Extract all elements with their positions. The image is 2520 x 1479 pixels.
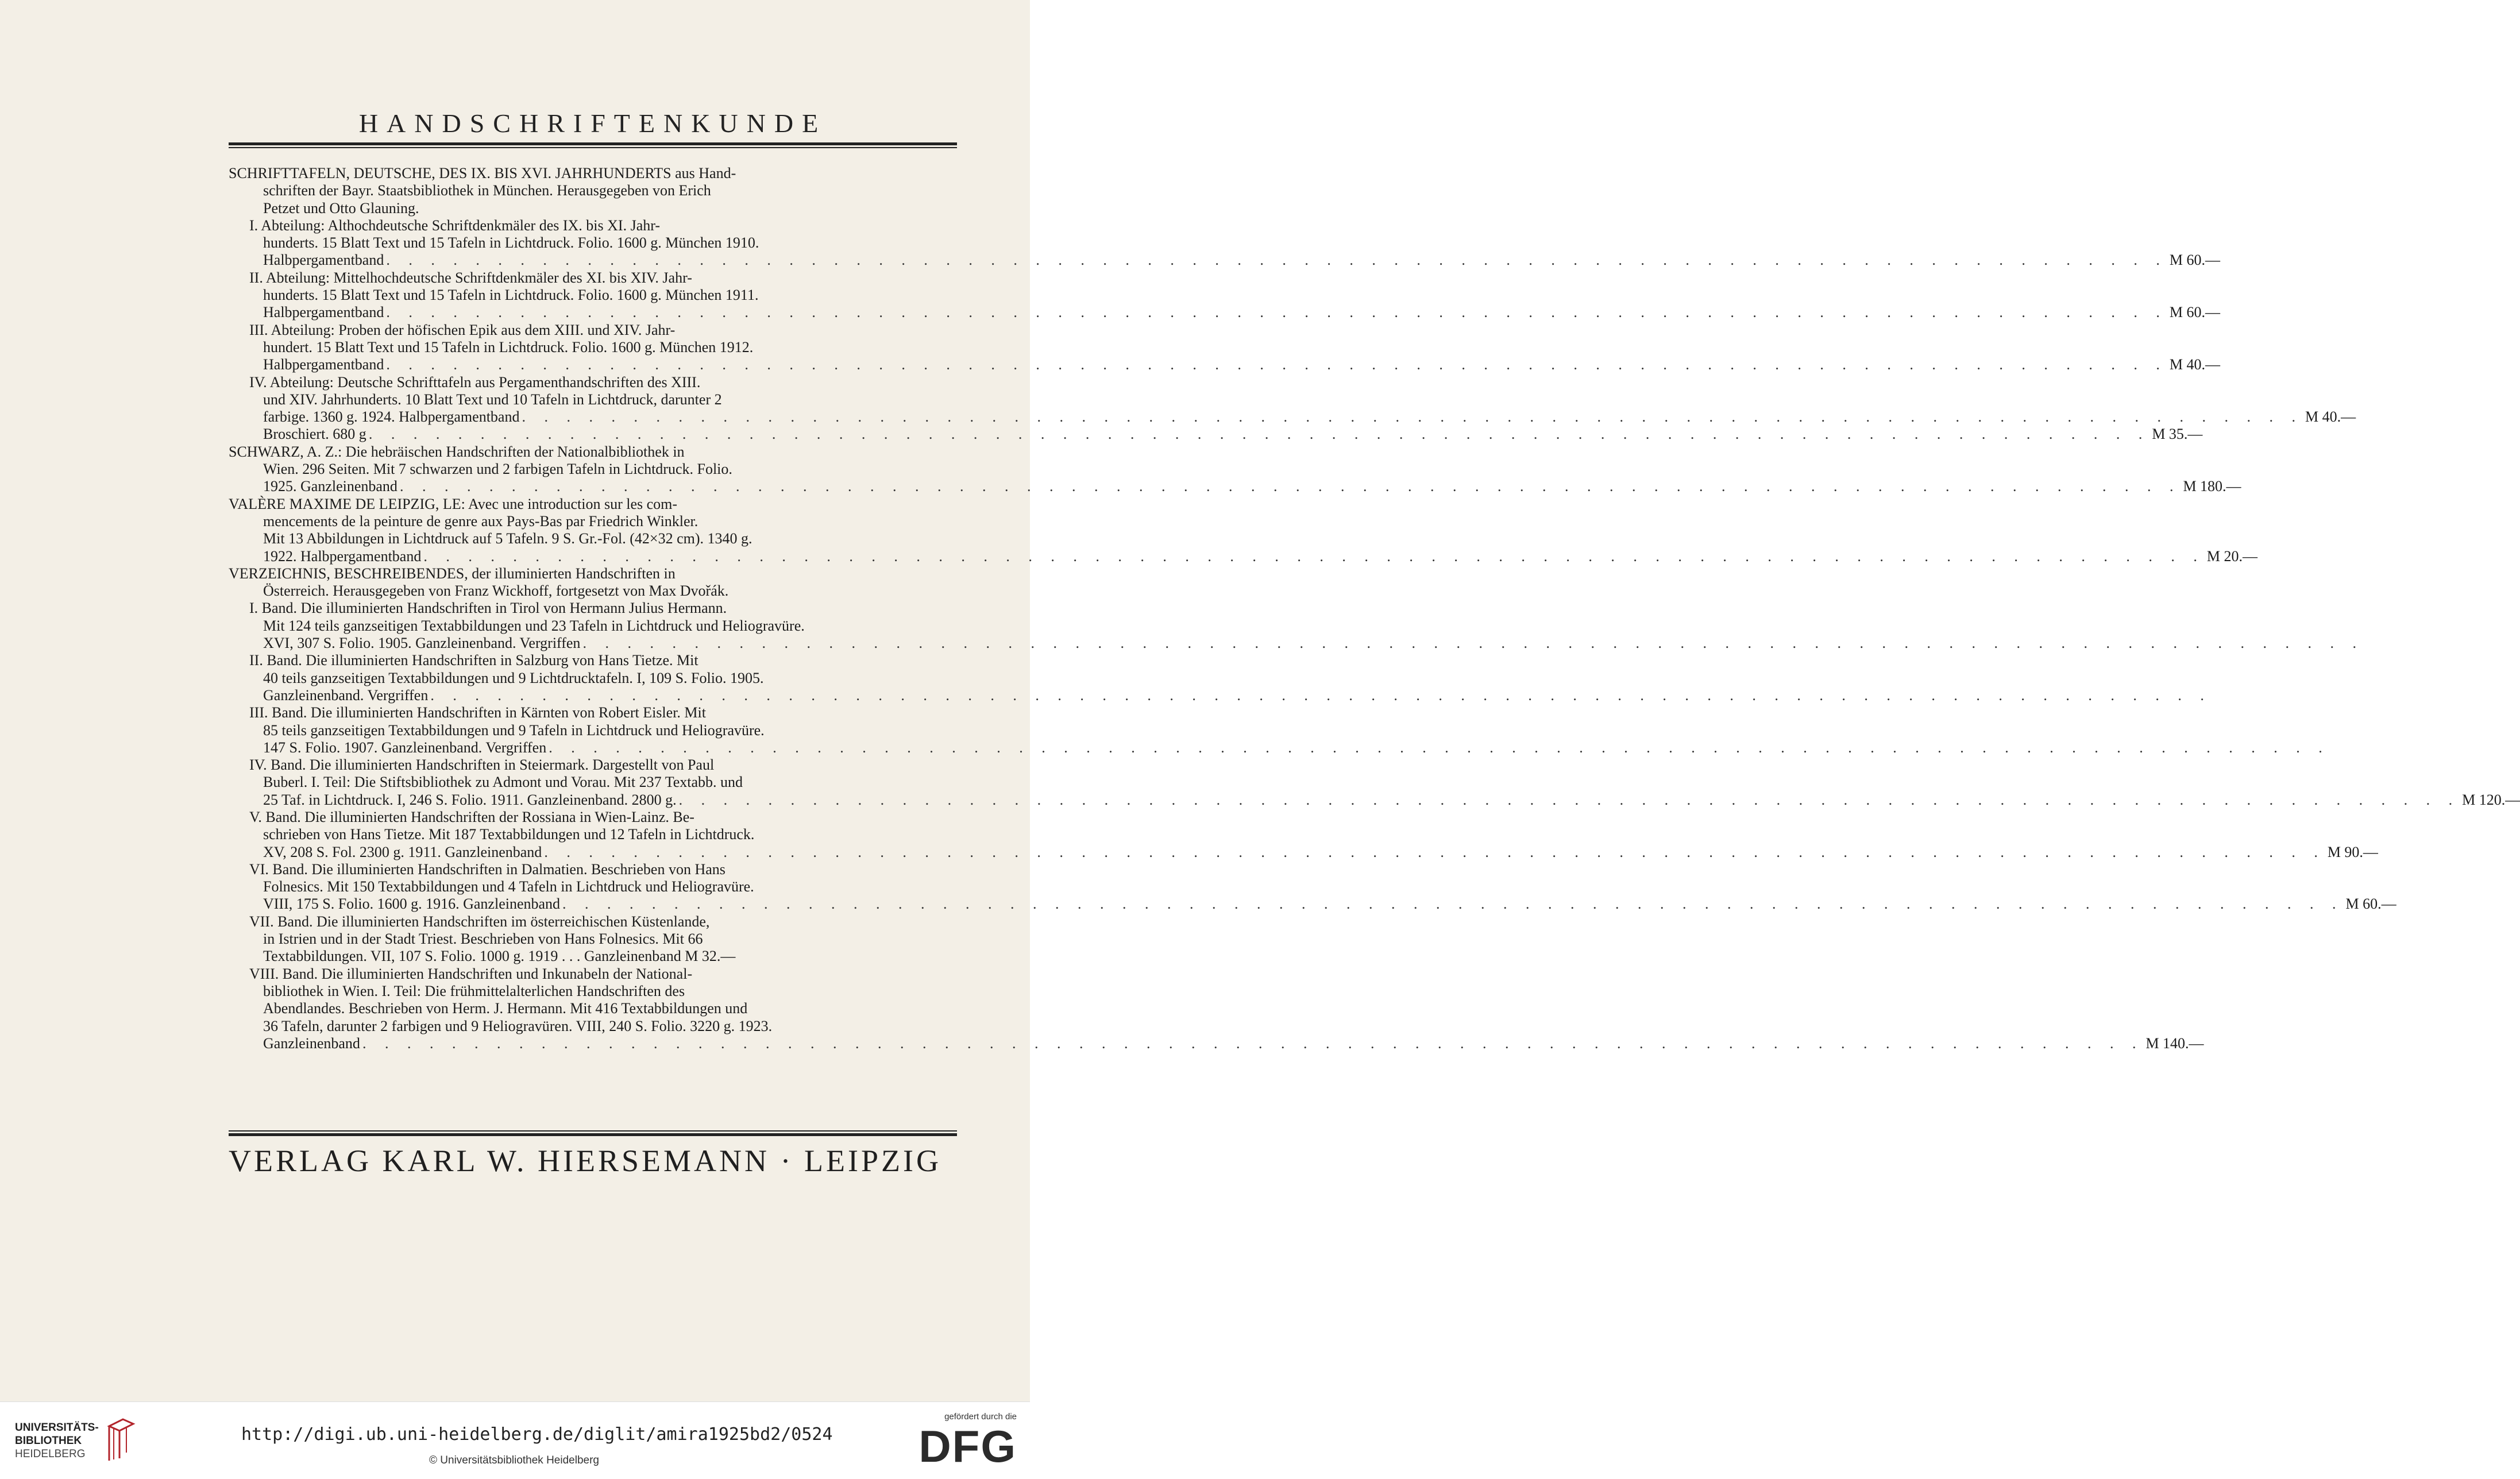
catalog-line-text: VIII, 175 S. Folio. 1600 g. 1916. Ganzleinenband	[263, 895, 561, 913]
catalog-price: M 60.—	[2169, 304, 2220, 321]
catalog-line	[229, 252, 2220, 269]
catalog-line	[229, 200, 957, 217]
catalog-line	[229, 565, 957, 582]
catalog-line	[229, 635, 2364, 652]
catalog-line-text: SCHRIFTTAFELN, DEUTSCHE, DES IX. BIS XVI. JAHRHUNDERTS aus Hand-	[229, 165, 736, 182]
catalog-line	[229, 322, 957, 339]
catalog-line-text: Petzet und Otto Glauning.	[263, 199, 419, 217]
top-rule-thin	[229, 147, 957, 148]
library-name-line2: BIBLIOTHEK	[15, 1434, 82, 1447]
catalog-line	[229, 948, 957, 965]
dot-leader: . . . . . . . . . . . . . . . . . . . . . . . . . . . . . . . . . . . . . . . . . . . . . . . . . . . . . . . . . . . . . . . . . . . . . . . . . . . . . . . .	[678, 791, 2460, 808]
dot-leader: . . . . . . . . . . . . . . . . . . . . . . . . . . . . . . . . . . . . . . . . . . . . . . . . . . . . . . . . . . . . . . . . . . . . . . . . . . . . . . . .	[544, 843, 2325, 860]
catalog-line-text: und XIV. Jahrhunderts. 10 Blatt Text und 10 Tafeln in Lichtdruck, darunter 2	[263, 391, 722, 408]
bottom-rule-thin	[229, 1130, 957, 1132]
catalog-line	[229, 182, 957, 199]
catalog-line-text: II. Abteilung: Mittelhochdeutsche Schriftdenkmäler des XI. bis XIV. Jahr-	[249, 269, 692, 286]
catalog-line-text: Folnesics. Mit 150 Textabbildungen und 4 Tafeln in Lichtdruck und Heliogravüre.	[263, 878, 754, 895]
catalog-line	[229, 930, 957, 948]
catalog-price: M 40.—	[2169, 356, 2220, 373]
publisher-imprint: VERLAG KARL W. HIERSEMANN · LEIPZIG	[229, 1144, 941, 1178]
catalog-line-text: 36 Tafeln, darunter 2 farbigen und 9 Heliogravüren. VIII, 240 S. Folio. 3220 g. 1923.	[263, 1017, 773, 1034]
catalog-line-text: III. Band. Die illuminierten Handschriften in Kärnten von Robert Eisler. Mit	[249, 704, 706, 721]
catalog-line	[229, 165, 957, 182]
catalog-line-text: Mit 124 teils ganzseitigen Textabbildungen und 23 Tafeln in Lichtdruck und Heliogravüre.	[263, 617, 805, 634]
catalog-line	[229, 530, 957, 547]
catalog-line	[229, 774, 957, 791]
catalog-line	[229, 1018, 957, 1035]
catalog-price: M 180.—	[2183, 478, 2241, 495]
catalog-price: M 120.—	[2462, 791, 2520, 808]
catalog-line	[229, 234, 957, 252]
catalog-line	[229, 617, 957, 635]
catalog-line-text: Halbpergamentband	[263, 304, 384, 321]
catalog-line-text: Buberl. I. Teil: Die Stiftsbibliothek zu Admont und Vorau. Mit 237 Textabb. und	[263, 774, 743, 791]
library-name	[15, 1421, 99, 1461]
catalog-line	[229, 547, 2257, 565]
catalog-line	[229, 1034, 2204, 1052]
catalog-line	[229, 704, 957, 721]
catalog-line	[229, 408, 2356, 426]
dfg-funding-logo[interactable]	[913, 1412, 1017, 1475]
catalog-line-text: I. Abteilung: Althochdeutsche Schriftdenkmäler des IX. bis XI. Jahr-	[249, 217, 661, 234]
catalog-line	[229, 670, 957, 687]
catalog-line	[229, 391, 957, 408]
catalog-line	[229, 826, 957, 843]
page-heading: HANDSCHRIFTENKUNDE	[358, 109, 827, 138]
dot-leader: . . . . . . . . . . . . . . . . . . . . . . . . . . . . . . . . . . . . . . . . . . . . . . . . . . . . . . . . . . . . . . . . . . . . . . . . . . . . . . . .	[423, 547, 2205, 565]
library-name-line1: UNIVERSITÄTS-	[15, 1421, 99, 1434]
catalog-line-text: XV, 208 S. Fol. 2300 g. 1911. Ganzleinenband	[263, 843, 542, 860]
catalog-line-text: hunderts. 15 Blatt Text und 15 Tafeln in Lichtdruck. Folio. 1600 g. München 1910.	[263, 234, 759, 252]
dot-leader: . . . . . . . . . . . . . . . . . . . . . . . . . . . . . . . . . . . . . . . . . . . . . . . . . . . . . . . . . . . . . . . . . . . . . . . . . . . . . . . .	[386, 304, 2167, 321]
dot-leader: . . . . . . . . . . . . . . . . . . . . . . . . . . . . . . . . . . . . . . . . . . . . . . . . . . . . . . . . . . . . . . . . . . . . . . . . . . . . . . . .	[549, 739, 2330, 756]
copyright-notice: © Universitätsbibliothek Heidelberg	[429, 1454, 599, 1466]
library-logo[interactable]	[15, 1412, 147, 1469]
catalog-line-text: VIII. Band. Die illuminierten Handschriften und Inkunabeln der National-	[249, 965, 693, 982]
catalog-line-text: schrieben von Hans Tietze. Mit 187 Textabbildungen und 12 Tafeln in Lichtdruck.	[263, 826, 755, 843]
catalog-line	[229, 756, 957, 774]
dfg-funding-note: gefördert durch die	[944, 1412, 1017, 1422]
catalog-line	[229, 269, 957, 287]
page-url-link[interactable]: http://digi.ub.uni-heidelberg.de/diglit/amira1925bd2/0524	[241, 1424, 833, 1445]
dot-leader: . . . . . . . . . . . . . . . . . . . . . . . . . . . . . . . . . . . . . . . . . . . . . . . . . . . . . . . . . . . . . . . . . . . . . . . . . . . . . . . .	[399, 478, 2181, 495]
catalog-line-text: VALÈRE MAXIME DE LEIPZIG, LE: Avec une introduction sur les com-	[229, 495, 678, 512]
catalog-price: M 140.—	[2145, 1034, 2204, 1052]
catalog-line	[229, 356, 2220, 373]
catalog-line-text: SCHWARZ, A. Z.: Die hebräischen Handschriften der Nationalbibliothek in	[229, 443, 685, 460]
catalog-line-text: Ganzleinenband	[263, 1034, 360, 1052]
catalog-line	[229, 983, 957, 1000]
catalog-price: M 90.—	[2327, 843, 2378, 860]
catalog-line-text: Österreich. Herausgegeben von Franz Wickhoff, fortgesetzt von Max Dvořák.	[263, 582, 729, 600]
catalog-line	[229, 600, 957, 617]
catalog-line-text: 40 teils ganzseitigen Textabbildungen und 9 Lichtdrucktafeln. I, 109 S. Folio. 1905.	[263, 669, 764, 686]
dot-leader: . . . . . . . . . . . . . . . . . . . . . . . . . . . . . . . . . . . . . . . . . . . . . . . . . . . . . . . . . . . . . . . . . . . . . . . . . . . . . . . .	[430, 686, 2212, 704]
catalog-line-text: mencements de la peinture de genre aux Pays-Bas par Friedrich Winkler.	[263, 512, 699, 530]
catalog-line-text: I. Band. Die illuminierten Handschriften in Tirol von Hermann Julius Hermann.	[249, 600, 727, 617]
catalog-price: M 60.—	[2345, 895, 2396, 913]
catalog-line-text: hunderts. 15 Blatt Text und 15 Tafeln in Lichtdruck. Folio. 1600 g. München 1911.	[263, 287, 759, 304]
catalog-line-text: farbige. 1360 g. 1924. Halbpergamentband	[263, 408, 520, 426]
catalog-line	[229, 686, 2212, 704]
catalog-line-text: VI. Band. Die illuminierten Handschriften in Dalmatien. Beschrieben von Hans	[249, 860, 725, 878]
catalog-line-text: II. Band. Die illuminierten Handschriften in Salzburg von Hans Tietze. Mit	[249, 652, 699, 669]
catalog-line-text: hundert. 15 Blatt Text und 15 Tafeln in Lichtdruck. Folio. 1600 g. München 1912.	[263, 338, 754, 356]
catalog-line-text: VII. Band. Die illuminierten Handschriften im österreichischen Küstenlande,	[249, 913, 710, 930]
catalog-line	[229, 843, 2378, 861]
dot-leader: . . . . . . . . . . . . . . . . . . . . . . . . . . . . . . . . . . . . . . . . . . . . . . . . . . . . . . . . . . . . . . . . . . . . . . . . . . . . . . . .	[368, 426, 2150, 443]
catalog-price: M 40.—	[2305, 408, 2356, 426]
dot-leader: . . . . . . . . . . . . . . . . . . . . . . . . . . . . . . . . . . . . . . . . . . . . . . . . . . . . . . . . . . . . . . . . . . . . . . . . . . . . . . . .	[562, 895, 2344, 913]
catalog-line-text: Mit 13 Abbildungen in Lichtdruck auf 5 Tafeln. 9 S. Gr.-Fol. (42×32 cm). 1340 g.	[263, 530, 752, 547]
dot-leader: . . . . . . . . . . . . . . . . . . . . . . . . . . . . . . . . . . . . . . . . . . . . . . . . . . . . . . . . . . . . . . . . . . . . . . . . . . . . . . . .	[362, 1034, 2144, 1052]
dot-leader: . . . . . . . . . . . . . . . . . . . . . . . . . . . . . . . . . . . . . . . . . . . . . . . . . . . . . . . . . . . . . . . . . . . . . . . . . . . . . . . .	[582, 635, 2364, 652]
catalog-line-text: 147 S. Folio. 1907. Ganzleinenband. Vergriffen	[263, 739, 547, 756]
library-emblem-icon	[106, 1418, 137, 1463]
catalog-line-text: bibliothek in Wien. I. Teil: Die frühmittelalterlichen Handschriften des	[263, 982, 685, 999]
dot-leader: . . . . . . . . . . . . . . . . . . . . . . . . . . . . . . . . . . . . . . . . . . . . . . . . . . . . . . . . . . . . . . . . . . . . . . . . . . . . . . . .	[386, 252, 2167, 269]
catalog-line-text: Halbpergamentband	[263, 356, 384, 373]
catalog-entries	[229, 165, 2520, 1052]
catalog-line-text: Halbpergamentband	[263, 252, 384, 269]
catalog-line	[229, 217, 957, 234]
catalog-line	[229, 339, 957, 356]
catalog-line	[229, 426, 2203, 443]
dot-leader: . . . . . . . . . . . . . . . . . . . . . . . . . . . . . . . . . . . . . . . . . . . . . . . . . . . . . . . . . . . . . . . . . . . . . . . . . . . . . . . .	[522, 408, 2303, 426]
bottom-rule-thick	[229, 1133, 957, 1136]
catalog-line-text: Broschiert. 680 g	[263, 426, 366, 443]
catalog-line-text: Textabbildungen. VII, 107 S. Folio. 1000 g. 1919 . . . Ganzleinenband M 32.—	[263, 948, 736, 965]
catalog-line	[229, 913, 957, 930]
catalog-price: M 35.—	[2152, 426, 2203, 443]
catalog-line-text: IV. Abteilung: Deutsche Schrifttafeln aus Pergamenthandschriften des XIII.	[249, 373, 701, 391]
library-name-line3: HEIDELBERG	[15, 1447, 86, 1460]
catalog-line	[229, 478, 2241, 495]
catalog-price: M 60.—	[2169, 252, 2220, 269]
catalog-line	[229, 582, 957, 600]
catalog-line	[229, 374, 957, 391]
top-rule-thick	[229, 142, 957, 145]
catalog-line-text: Wien. 296 Seiten. Mit 7 schwarzen und 2 farbigen Tafeln in Lichtdruck. Folio.	[263, 461, 732, 478]
catalog-line-text: V. Band. Die illuminierten Handschriften der Rossiana in Wien-Lainz. Be-	[249, 808, 694, 825]
catalog-line-text: 25 Taf. in Lichtdruck. I, 246 S. Folio. 1911. Ganzleinenband. 2800 g.	[263, 791, 677, 808]
catalog-line-text: in Istrien und in der Stadt Triest. Beschrieben von Hans Folnesics. Mit 66	[263, 930, 703, 948]
catalog-line	[229, 861, 957, 878]
dfg-logo-text: DFG	[919, 1421, 1017, 1472]
catalog-line-text: III. Abteilung: Proben der höfischen Epik aus dem XIII. und XIV. Jahr-	[249, 321, 676, 338]
catalog-line	[229, 443, 957, 461]
catalog-line	[229, 809, 957, 826]
catalog-line-text: Ganzleinenband. Vergriffen	[263, 686, 429, 704]
catalog-line	[229, 739, 2330, 756]
dot-leader: . . . . . . . . . . . . . . . . . . . . . . . . . . . . . . . . . . . . . . . . . . . . . . . . . . . . . . . . . . . . . . . . . . . . . . . . . . . . . . . .	[386, 356, 2167, 373]
catalog-line	[229, 895, 2396, 913]
catalog-line	[229, 496, 957, 513]
catalog-line	[229, 513, 957, 530]
catalog-line	[229, 878, 957, 895]
catalog-line	[229, 652, 957, 669]
catalog-line-text: VERZEICHNIS, BESCHREIBENDES, der illuminierten Handschriften in	[229, 565, 676, 582]
catalog-line	[229, 287, 957, 304]
catalog-line	[229, 1000, 957, 1017]
catalog-line	[229, 966, 957, 983]
catalog-line	[229, 722, 957, 739]
catalog-line-text: schriften der Bayr. Staatsbibliothek in München. Herausgegeben von Erich	[263, 182, 711, 199]
catalog-price: M 20.—	[2206, 547, 2257, 565]
catalog-line-text: IV. Band. Die illuminierten Handschriften in Steiermark. Dargestellt von Paul	[249, 756, 715, 774]
catalog-line-text: XVI, 307 S. Folio. 1905. Ganzleinenband. Vergriffen	[263, 635, 581, 652]
catalog-line-text: Abendlandes. Beschrieben von Herm. J. Hermann. Mit 416 Textabbildungen und	[263, 1000, 748, 1017]
catalog-line-text: 85 teils ganzseitigen Textabbildungen und 9 Tafeln in Lichtdruck und Heliogravüre.	[263, 721, 765, 739]
catalog-line	[229, 461, 957, 478]
catalog-line	[229, 304, 2220, 321]
catalog-line-text: 1925. Ganzleinenband	[263, 478, 398, 495]
catalog-line-text: 1922. Halbpergamentband	[263, 547, 422, 565]
catalog-line	[229, 791, 2520, 809]
